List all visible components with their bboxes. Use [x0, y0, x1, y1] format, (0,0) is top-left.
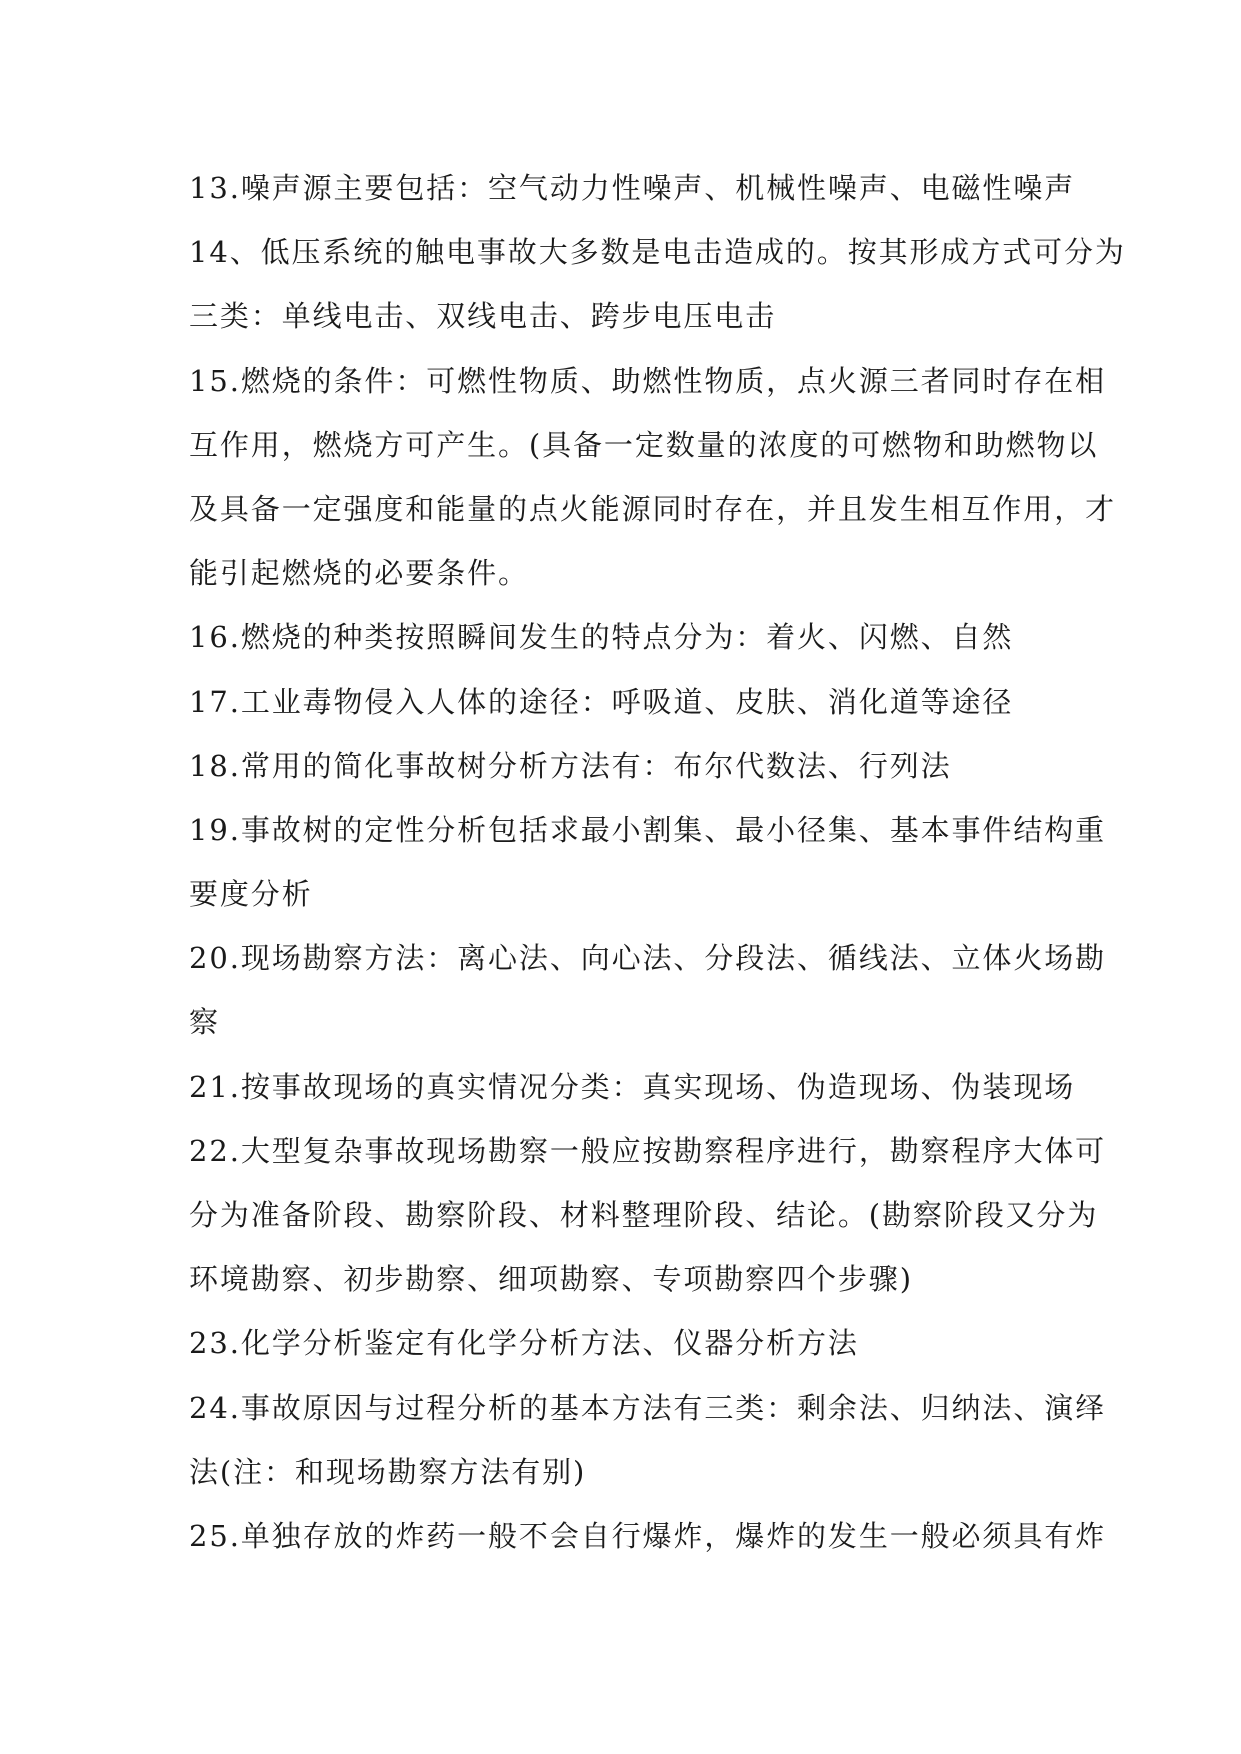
text-line-10: 18.常用的简化事故树分析方法有：布尔代数法、行列法 — [189, 748, 952, 783]
text-line-21: 法(注：和现场勘察方法有别) — [189, 1454, 587, 1489]
text-line-8: 16.燃烧的种类按照瞬间发生的特点分为：着火、闪燃、自然 — [189, 620, 1014, 655]
text-line-19: 23.化学分析鉴定有化学分析方法、仪器分析方法 — [189, 1326, 859, 1361]
text-line-16: 22.大型复杂事故现场勘察一般应按勘察程序进行，勘察程序大体可 — [189, 1133, 1107, 1168]
text-line-5: 互作用，燃烧方可产生。(具备一定数量的浓度的可燃物和助燃物以 — [189, 427, 1099, 462]
text-line-14: 察 — [189, 1005, 220, 1040]
text-line-7: 能引起燃烧的必要条件。 — [189, 556, 529, 591]
text-line-9: 17.工业毒物侵入人体的途径：呼吸道、皮肤、消化道等途径 — [189, 684, 1014, 719]
text-line-20: 24.事故原因与过程分析的基本方法有三类：剩余法、归纳法、演绎 — [189, 1390, 1107, 1425]
text-line-6: 及具备一定强度和能量的点火能源同时存在，并且发生相互作用，才 — [189, 491, 1117, 526]
text-line-13: 20.现场勘察方法：离心法、向心法、分段法、循线法、立体火场勘 — [189, 941, 1107, 976]
text-line-15: 21.按事故现场的真实情况分类：真实现场、伪造现场、伪装现场 — [189, 1069, 1076, 1104]
text-line-4: 15.燃烧的条件：可燃性物质、助燃性物质，点火源三者同时存在相 — [189, 363, 1107, 398]
text-line-18: 环境勘察、初步勘察、细项勘察、专项勘察四个步骤) — [189, 1262, 913, 1297]
text-line-11: 19.事故树的定性分析包括求最小割集、最小径集、基本事件结构重 — [189, 812, 1107, 847]
text-line-12: 要度分析 — [189, 877, 313, 912]
text-line-2: 14、低压系统的触电事故大多数是电击造成的。按其形成方式可分为 — [189, 235, 1126, 270]
text-line-17: 分为准备阶段、勘察阶段、材料整理阶段、结论。(勘察阶段又分为 — [189, 1198, 1099, 1232]
text-line-3: 三类：单线电击、双线电击、跨步电压电击 — [189, 299, 777, 334]
text-line-22: 25.单独存放的炸药一般不会自行爆炸，爆炸的发生一般必须具有炸 — [189, 1518, 1107, 1553]
text-line-1: 13.噪声源主要包括：空气动力性噪声、机械性噪声、电磁性噪声 — [189, 171, 1076, 205]
page-body — [189, 156, 1126, 1568]
